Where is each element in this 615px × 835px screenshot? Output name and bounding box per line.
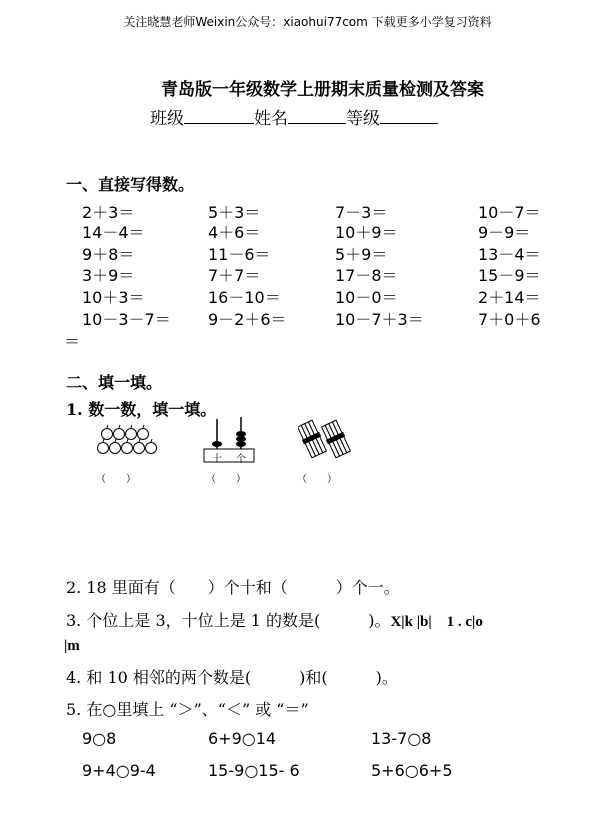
calc-item: 10－7＝ [478,203,541,222]
calc-item: 17－8＝ [335,266,398,285]
abacus-ones-label: 个 [236,454,246,465]
compare-item: 5+6○6+5 [371,761,453,780]
apples-icon [96,424,166,460]
calc-item: 16－10＝ [208,288,281,307]
calc-wrap-equals: ＝ [64,332,81,351]
compare-item: 9○8 [82,729,117,748]
calc-item: 9－2＋6＝ [208,310,287,329]
calc-item: 5＋9＝ [335,245,388,264]
question-3-text: 3. 个位上是 3，十位上是 1 的数是( )。 [66,611,391,630]
compare-item: 6+9○14 [208,729,277,748]
calc-item: 4＋6＝ [208,223,261,242]
answer-paren-sticks: （ ） [297,474,337,485]
student-info-line [150,104,438,129]
grade-label: 等级 [346,109,380,129]
question-1: 1. 数一数，填一填。 [66,400,217,419]
calc-item: 15－9＝ [478,266,541,285]
class-label: 班级 [150,109,184,129]
calc-item: 10＋9＝ [335,223,398,242]
calc-item: 10－3－7＝ [82,310,171,329]
calc-item: 13－4＝ [478,245,541,264]
answer-paren-abacus: （ ） [206,474,246,485]
calc-item: 9＋8＝ [82,245,135,264]
page-title: 青岛版一年级数学上册期末质量检测及答案 [161,80,484,100]
calc-item: 9－9＝ [478,223,531,242]
question-3 [66,608,483,631]
calc-item: 10＋3＝ [82,288,145,307]
name-blank [288,107,346,124]
calc-item: 14－4＝ [82,223,145,242]
compare-item: 9+4○9-4 [82,761,156,780]
question-4: 4. 和 10 相邻的两个数是( )和( )。 [66,668,398,687]
name-label: 姓名 [254,109,288,129]
question-2: 2. 18 里面有（ ）个十和（ ）个一。 [66,578,400,597]
question-3-noise-wrap: |m [64,638,80,654]
compare-item: 15-9○15- 6 [208,761,300,780]
section-2-heading: 二、填一填。 [66,373,163,392]
calc-item: 3＋9＝ [82,266,135,285]
calc-item: 2＋14＝ [478,288,541,307]
class-blank [184,107,254,124]
calc-item: 5＋3＝ [208,203,261,222]
answer-paren-apples: （ ） [96,474,136,485]
section-1-heading: 一、直接写得数。 [66,175,195,194]
abacus-tens-label: 十 [212,454,222,465]
grade-blank [380,107,438,124]
calc-item: 10－7＋3＝ [335,310,424,329]
calc-item: 7－3＝ [335,203,388,222]
calc-item: 7＋0＋6 [478,310,541,329]
question-3-noise: X|k |b| 1 . c|o [390,614,483,630]
question-5: 5. 在○里填上 “＞”、“＜” 或 “＝” [66,700,309,719]
abacus-icon [203,413,255,463]
calc-item: 7＋7＝ [208,266,261,285]
calc-item: 10－0＝ [335,288,398,307]
calc-item: 2＋3＝ [82,203,135,222]
calc-item: 11－6＝ [208,245,271,264]
stick-bundles-icon [298,418,354,460]
header-banner: 关注晓慧老师Weixin公众号：xiaohui77com 下载更多小学复习资料 [123,15,492,29]
compare-item: 13-7○8 [371,729,432,748]
